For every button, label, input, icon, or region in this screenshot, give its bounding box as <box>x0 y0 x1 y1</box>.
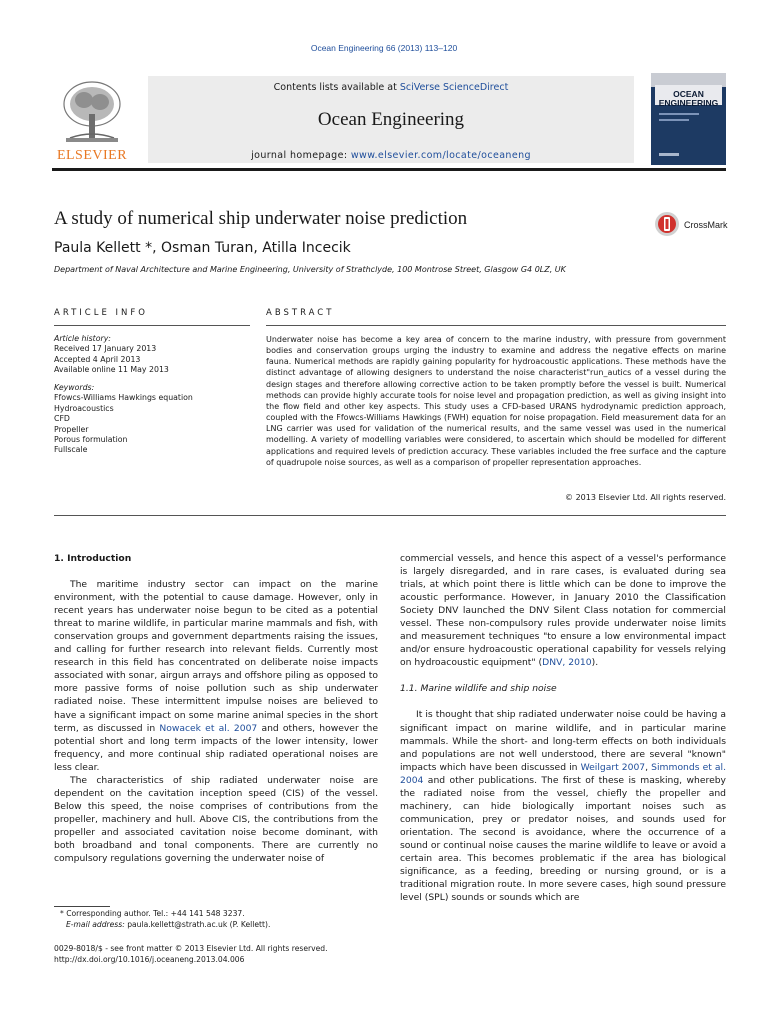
body-paragraph: The characteristics of ship radiated underwater noise are dependent on the cavitation inception speed (CIS) of the vessel. Below this speed, the noise comprises of contributions from the propeller, machinery and hull. Above CIS, the contributions from the propeller and associated cavitation noise become dominant, with both broadband and tonal components. There are currently no compulsory regulations governing the underwater noise of <box>54 774 378 865</box>
article-info-rule <box>54 325 250 326</box>
homepage-link[interactable]: www.elsevier.com/locate/oceaneng <box>350 150 531 161</box>
front-matter-info <box>54 944 384 966</box>
paragraph-text: It is thought that ship radiated underwater noise could be having a significant impact on marine wildlife, and in particular marine mammals. While the short- and long-term effects on both individuals and populations are not well understood, there are several "known" impacts which have been discussed in <box>400 709 726 773</box>
homepage-prefix: journal homepage: <box>251 150 351 161</box>
abstract-text: Underwater noise has become a key area of concern to the marine industry, with pressure from government bodies and conservation groups urging the industry to examine and address the negative effects on marine fauna. Numerical methods are rapidly gaining popularity for hydroacoustic applications. These methods have the distinct advantage of allowing designers to understand the noise characterist"run_autics of a vessel during the design stages and therefore allowing corrective action to be taken promptly before the vessel is built. Numerical methods can provide highly accurate tools for noise level and propagation prediction, as well as giving insight into the flow field and other key aspects. This study uses a CFD-based URANS hydrodynamic prediction approach, coupled with the Ffowcs-Williams Hawkings (FWH) equation for noise propagation. Field measurement data for an LNG carrier was used for validation of the numerical results, and the same vessel was used in the numerical modelling. A variety of modelling variables were considered, to ascertain which should be modelled for different applications and required levels of prediction accuracy. These variables included the free surface and the capture of quadrupole noise sources, as well as a comparison of propeller representation approaches. <box>266 335 726 467</box>
article-title: A study of numerical ship underwater noise prediction <box>54 208 468 229</box>
issn-copyright: 0029-8018/$ - see front matter © 2013 Elsevier Ltd. All rights reserved. <box>54 944 328 953</box>
journal-homepage <box>148 150 634 161</box>
body-column-left <box>54 552 378 865</box>
abstract-copyright: © 2013 Elsevier Ltd. All rights reserved. <box>565 493 726 502</box>
body-paragraph <box>400 708 726 904</box>
email-address[interactable]: paula.kellett@strath.ac.uk (P. Kellett). <box>124 919 271 929</box>
paragraph-text: The maritime industry sector can impact on the marine environment, with the potential to cause damage. However, only in recent years has underwater noise begun to be cited as a potential threat to marine wildlife, in particular marine mammals and fish, with conservation groups and government departments raising the issues, and calling for further research into relevant fields. Currently most research in this field has concentrated on deliberate noise impacts associated with sonar, airgun arrays and offshore piling as opposed to more passive forms of noise pollution such as ship underwater radiated noise. These intermittent impulse noises are believed to have a significant impact on some marine animal species in the short term, as discussed in <box>54 579 378 734</box>
history-accepted: Accepted 4 April 2013 <box>54 354 141 364</box>
keyword-item: Porous formulation <box>54 435 128 445</box>
journal-title: Ocean Engineering <box>317 109 465 130</box>
author-email <box>60 920 380 931</box>
journal-cover-thumbnail[interactable] <box>651 73 726 165</box>
body-paragraph <box>54 578 378 774</box>
paragraph-text: and other publications. The first of these is masking, whereby the radiated noise from the vessel, chiefly the propeller and machinery, can hide biologically important noises such as communication, prey or predator noises, and sounds used for orientation. The second is avoidance, where the occurrence of a sound or continual noise causes the marine wildlife to leave or avoid a certain area. This becomes problematic if the area has biological significance, as a feeding, breeding or nursing ground, or is a traditional migration route. In more severe cases, high sound pressure level (SPL) sounds or sounds which are <box>400 774 726 904</box>
paragraph-text: ). <box>591 657 599 669</box>
keyword-item: Fullscale <box>54 445 88 455</box>
keyword-item: Hydroacoustics <box>54 403 114 413</box>
author-list: Paula Kellett *, Osman Turan, Atilla Incecik <box>54 240 351 256</box>
crossmark-label[interactable]: CrossMark <box>684 220 728 230</box>
paragraph-text: , <box>645 761 652 773</box>
sciencedirect-link[interactable]: SciVerse ScienceDirect <box>399 82 509 93</box>
keyword-item: Propeller <box>54 424 89 434</box>
contents-availability <box>148 82 634 93</box>
journal-reference[interactable]: Ocean Engineering 66 (2013) 113–120 <box>310 43 458 53</box>
citation-link-dnv[interactable]: DNV, 2010 <box>542 657 592 669</box>
keyword-item: CFD <box>54 414 70 424</box>
history-online: Available online 11 May 2013 <box>54 365 169 375</box>
subsection-heading: 1.1. Marine wildlife and ship noise <box>400 683 557 695</box>
contents-prefix: Contents lists available at <box>273 82 400 93</box>
footnote-rule <box>54 906 110 907</box>
abstract-heading: ABSTRACT <box>266 308 335 318</box>
corresponding-author: * Corresponding author. Tel.: +44 141 548 3237. <box>60 909 245 918</box>
history-received: Received 17 January 2013 <box>54 344 157 354</box>
body-column-right <box>400 552 726 904</box>
section-heading-introduction: 1. Introduction <box>54 553 132 564</box>
citation-link-nowacek[interactable]: Nowacek et al. 2007 <box>159 722 258 734</box>
front-matter-rule <box>54 515 726 516</box>
citation-link-simmonds[interactable]: Simmonds et al. 2004 <box>400 761 726 786</box>
journal-cover-title: OCEAN ENGINEERING <box>658 89 719 108</box>
elsevier-wordmark: ELSEVIER <box>56 148 128 163</box>
corresponding-author-footnote <box>60 909 380 931</box>
paragraph-text: commercial vessels, and hence this aspect of a vessel's performance is largely disregarded, and in rare cases, is evaluated during sea trials, at which point there is little which can be done to improve the acoustic performance. However, in January 2010 the Classification Society DNV launched the DNV Silent Class notation for commercial vessel. These non-compulsory rules provide underwater noise limits and measurement techniques "to ensure a low environmental impact and/or ensure hydroacoustic operational capability for vessels relying on hydroacoustic equipment" ( <box>400 553 726 669</box>
keyword-item: Ffowcs-Williams Hawkings equation <box>54 393 193 403</box>
doi-link[interactable]: http://dx.doi.org/10.1016/j.oceaneng.2013.04.006 <box>54 954 245 964</box>
article-info-heading: ARTICLE INFO <box>54 308 148 318</box>
header-rule <box>52 168 726 171</box>
citation-link-weilgart[interactable]: Weilgart 2007 <box>580 761 646 773</box>
abstract-rule <box>266 325 726 326</box>
keywords-label: Keywords: <box>54 383 95 392</box>
author-affiliation: Department of Naval Architecture and Marine Engineering, University of Strathclyde, 100 Montrose Street, Glasgow G4 0LZ, UK <box>54 265 566 274</box>
email-label: E-mail address: <box>66 919 125 929</box>
history-label: Article history: <box>54 334 111 343</box>
keywords-list <box>54 383 250 456</box>
crossmark-icon[interactable] <box>654 211 680 237</box>
paragraph-text: and others, however the potential short and long term impacts of the lower intensity, lower frequency, and more continual ship radiated operational noises are less clear. <box>54 722 378 773</box>
article-history <box>54 334 250 376</box>
body-paragraph <box>400 552 726 669</box>
